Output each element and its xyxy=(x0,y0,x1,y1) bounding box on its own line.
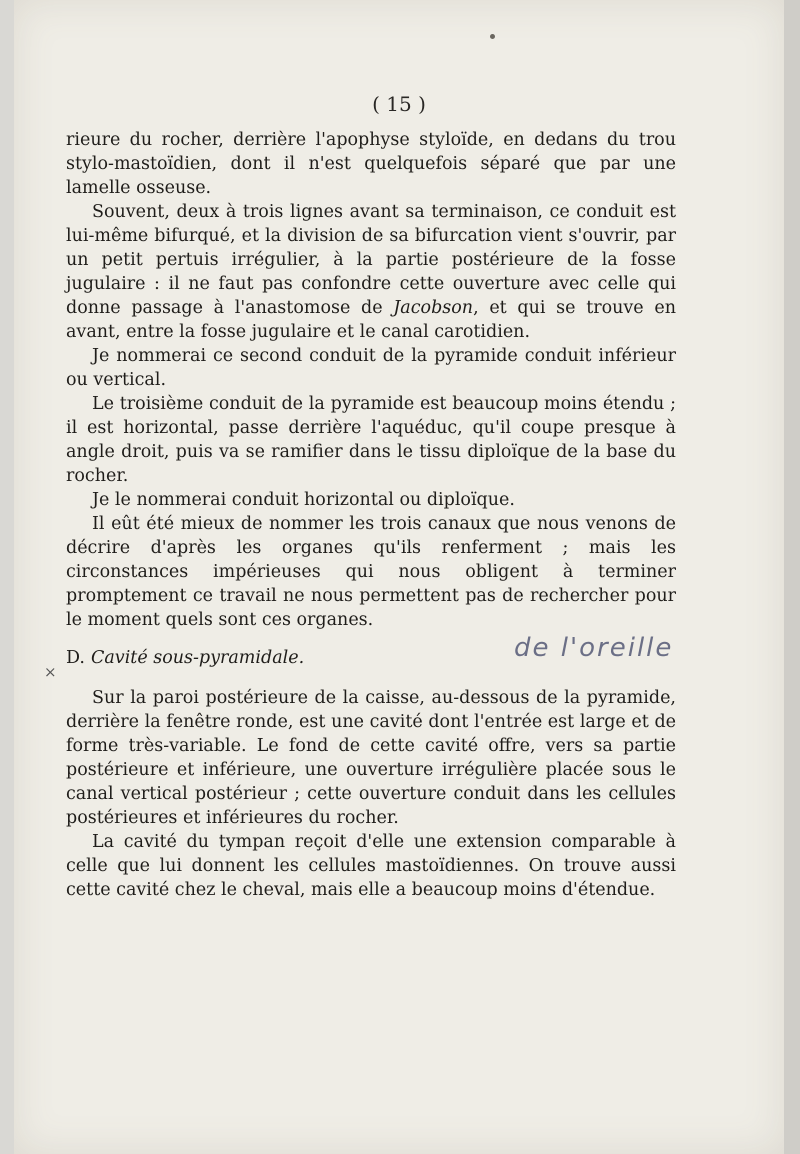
paragraph: Il eût été mieux de nommer les trois canaux que nous venons de décrire d'après les organes qu'ils renferment ; mais les circonstances impérieuses qui nous obligent à terminer promptement ce travail ne nous permettent pas de rechercher pour le moment quels sont ces organes. xyxy=(66,514,676,630)
margin-mark-icon: × xyxy=(44,663,57,681)
paragraph: Souvent, deux à trois lignes avant sa terminaison, ce conduit est lui-même bifurqué, et la division de sa bifurcation vient s'ouvrir, par un petit pertuis irrégulier, à la partie postérieure de la fosse jugulaire : il ne faut pas confondre cette ouverture avec celle qui donne passage à l'anastomose de Jacobson, et qui se trouve en avant, entre la fosse jugulaire et le canal carotidien. xyxy=(66,202,676,342)
section-label: D. xyxy=(66,648,85,668)
section-heading xyxy=(44,633,676,681)
paragraph: rieure du rocher, derrière l'apophyse styloïde, en dedans du trou stylo-mastoïdien, dont il n'est quelquefois séparé que par une lamelle osseuse. xyxy=(66,130,676,198)
body-text xyxy=(44,128,676,902)
paragraph: Je nommerai ce second conduit de la pyramide conduit inférieur ou vertical. xyxy=(66,346,676,390)
name-jacobson: Jacobson xyxy=(393,298,474,318)
ink-spot xyxy=(490,34,495,39)
page-edge xyxy=(784,0,800,1154)
paragraph: Sur la paroi postérieure de la caisse, au-dessous de la pyramide, derrière la fenêtre ronde, est une cavité dont l'entrée est large et de forme très-variable. Le fond de cette cavité offre, vers sa partie postérieure et inférieure, une ouverture irrégulière placée sous le canal vertical postérieur ; cette ouverture conduit dans les cellules postérieures et inférieures du rocher. xyxy=(66,688,676,828)
section-title: Cavité sous-pyramidale. xyxy=(90,648,305,668)
page-number: ( 15 ) xyxy=(372,92,426,116)
paragraph: La cavité du tympan reçoit d'elle une extension comparable à celle que lui donnent les cellules mastoïdiennes. On trouve aussi cette cavité chez le cheval, mais elle a beaucoup moins d'étendue. xyxy=(66,832,676,900)
book-page xyxy=(14,0,784,1154)
paragraph: Le troisième conduit de la pyramide est beaucoup moins étendu ; il est horizontal, passe derrière l'aquéduc, qu'il coupe presque à angle droit, puis va se ramifier dans le tissu diploïque de la base du rocher. xyxy=(66,394,676,486)
handwritten-annotation: de l'oreille xyxy=(514,633,674,663)
paragraph: Je le nommerai conduit horizontal ou diploïque. xyxy=(92,490,515,510)
